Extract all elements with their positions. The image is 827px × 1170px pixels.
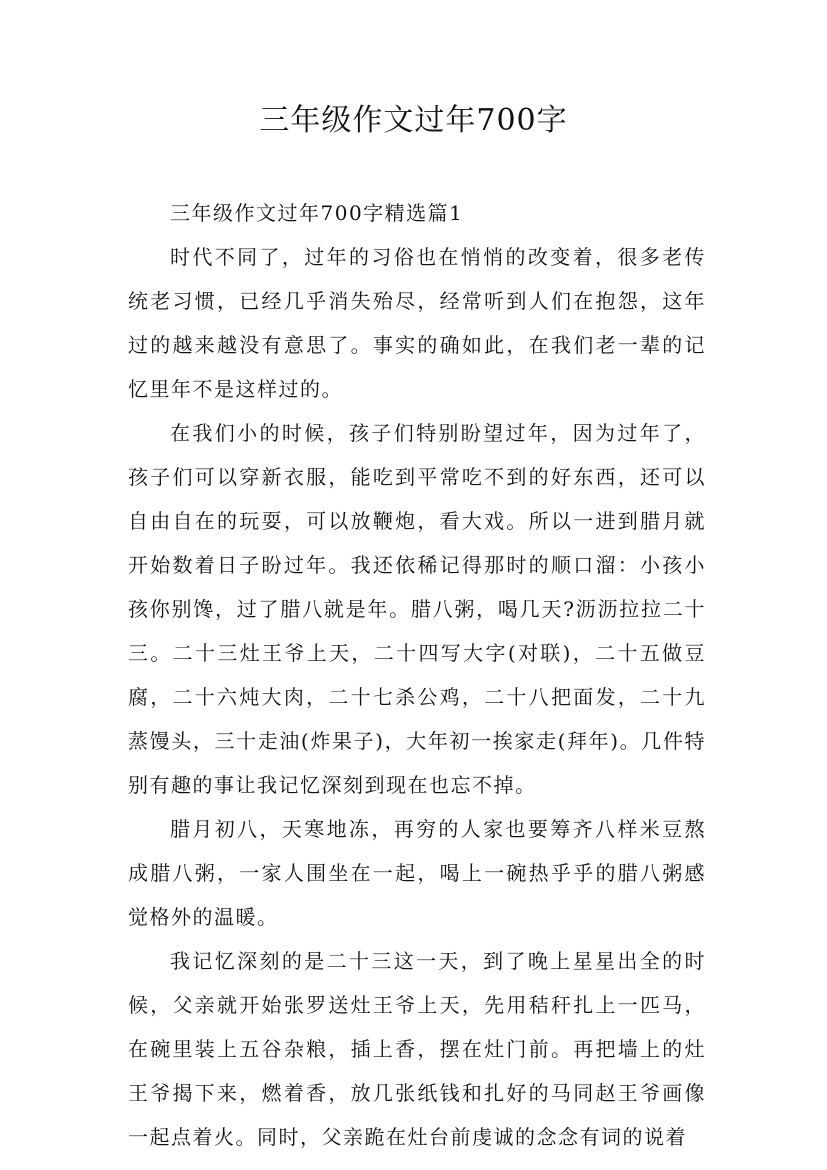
- paragraph: 我记忆深刻的是二十三这一天，到了晚上星星出全的时候，父亲就开始张罗送灶王爷上天，先用秸秆扎上一匹马，在碗里装上五谷杂粮，插上香，摆在灶门前。再把墙上的灶王爷揭下来，燃着香，放几张纸钱和扎好的马同赵王爷画像一起点着火。同时，父亲跪在灶台前虔诚的念念有词的说着: [128, 949, 706, 1149]
- document-title: 三年级作文过年700字: [259, 103, 568, 138]
- document-body: [128, 191, 706, 1159]
- section-subtitle: 三年级作文过年700字精选篇1: [170, 201, 464, 225]
- paragraph: 时代不同了，过年的习俗也在悄悄的改变着，很多老传统老习惯，已经几乎消失殆尽，经常听到人们在抱怨，这年过的越来越没有意思了。事实的确如此，在我们老一辈的记忆里年不是这样过的。: [128, 245, 706, 401]
- paragraph: 腊月初八，天寒地冻，再穷的人家也要筹齐八样米豆熬成腊八粥，一家人围坐在一起，喝上一碗热乎乎的腊八粥感觉格外的温暖。: [128, 817, 706, 929]
- paragraph: 在我们小的时候，孩子们特别盼望过年，因为过年了，孩子们可以穿新衣服，能吃到平常吃不到的好东西，还可以自由自在的玩耍，可以放鞭炮，看大戏。所以一进到腊月就开始数着日子盼过年。我还依稀记得那时的顺口溜：小孩小孩你别馋，过了腊八就是年。腊八粥，喝几天?沥沥拉拉二十三。二十三灶王爷上天，二十四写大字(对联)，二十五做豆腐，二十六炖大肉，二十七杀公鸡，二十八把面发，二十九蒸馒头，三十走油(炸果子)，大年初一挨家走(拜年)。几件特别有趣的事让我记忆深刻到现在也忘不掉。: [128, 421, 706, 797]
